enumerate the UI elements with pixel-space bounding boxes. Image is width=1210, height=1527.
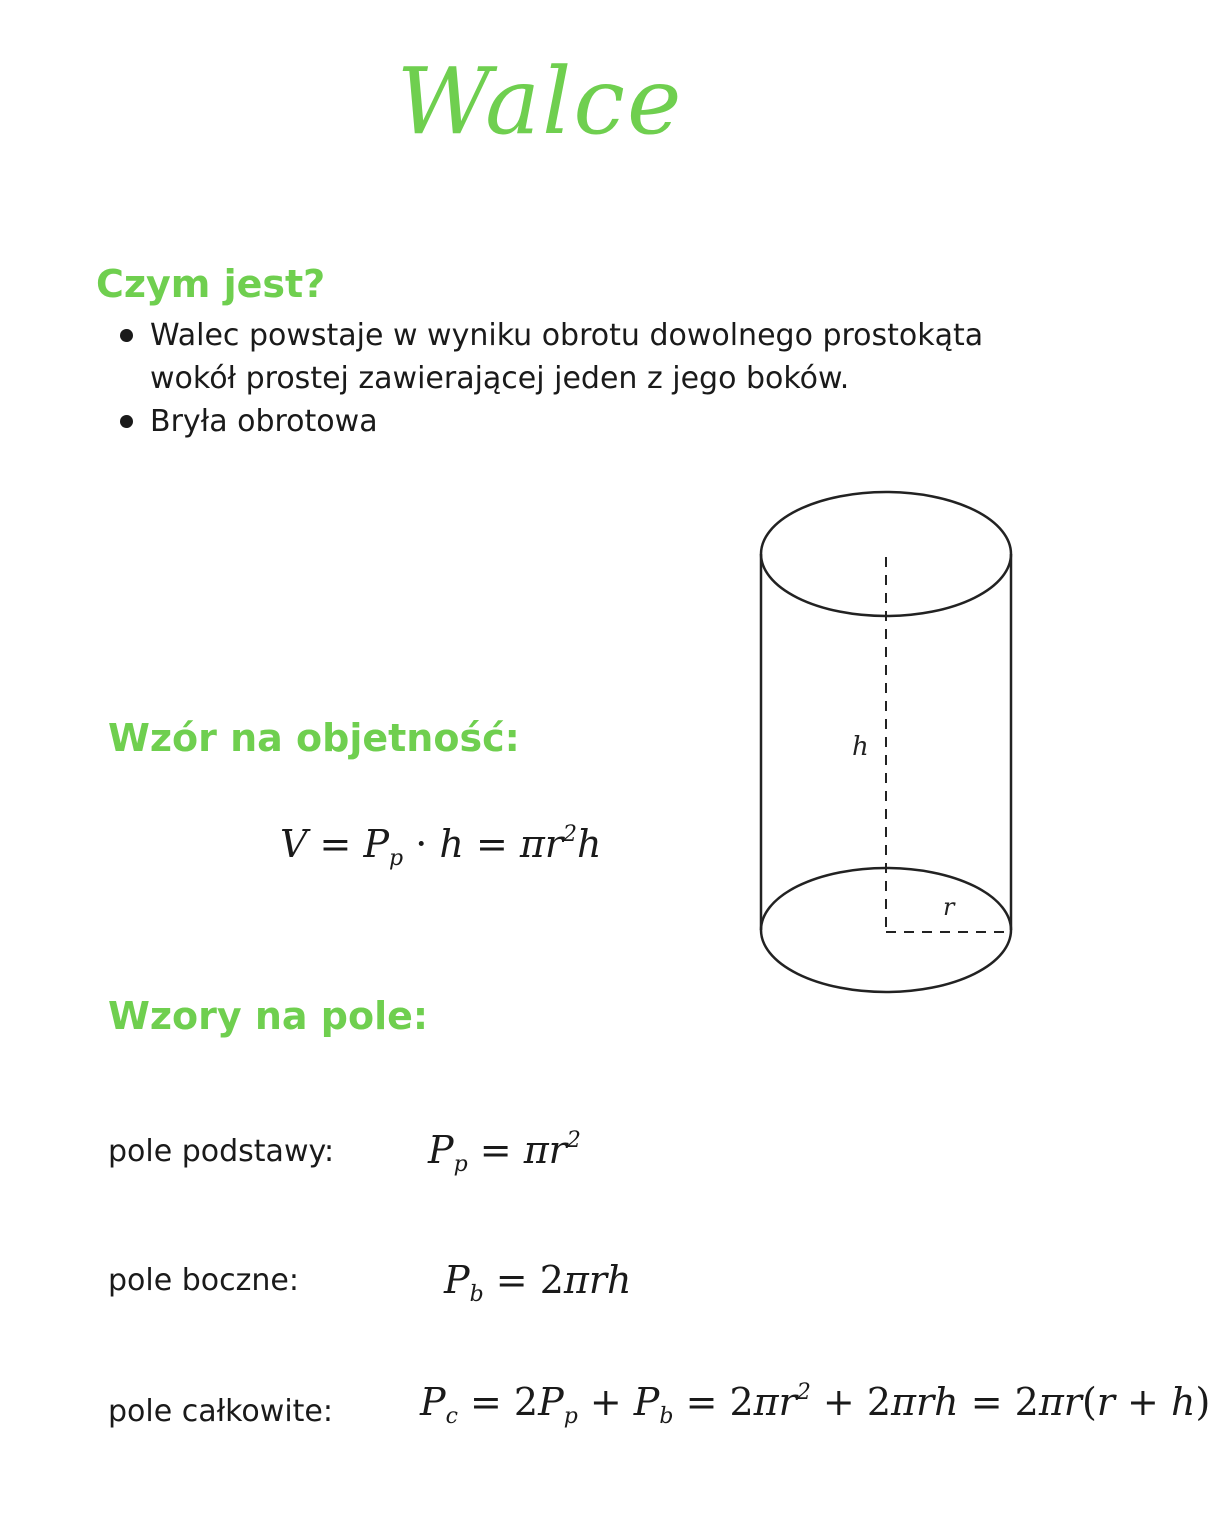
formula-lateral-area: $P_b = 2\pi rh$ [444,1258,632,1307]
label-base-area: pole podstawy: [108,1134,335,1169]
page-title: Walce [396,48,684,155]
height-label: h [852,732,869,762]
heading-area: Wzory na pole: [108,994,429,1038]
label-total-area: pole całkowite: [108,1394,333,1429]
volume-formula: $V = P_p \cdot h = \pi r^2h$ [280,822,602,871]
formula-total-area: $P_c = 2P_p + P_b = 2\pi r^2 + 2\pi rh = 2\pi r(r + h)$ [420,1380,1210,1429]
list-item: Walec powstaje w wyniku obrotu dowolnego prostokąta wokół prostej zawierającej jeden z jego boków. [112,314,1012,400]
radius-label: r [943,893,955,921]
heading-volume: Wzór na objetność: [108,716,520,760]
formula-base-area: $P_p = \pi r^2$ [428,1128,581,1177]
label-lateral-area: pole boczne: [108,1263,299,1298]
list-item: Bryła obrotowa [112,400,1012,443]
heading-what-is: Czym jest? [96,262,326,306]
cylinder-diagram [755,487,1017,1003]
definition-list [112,314,1012,443]
